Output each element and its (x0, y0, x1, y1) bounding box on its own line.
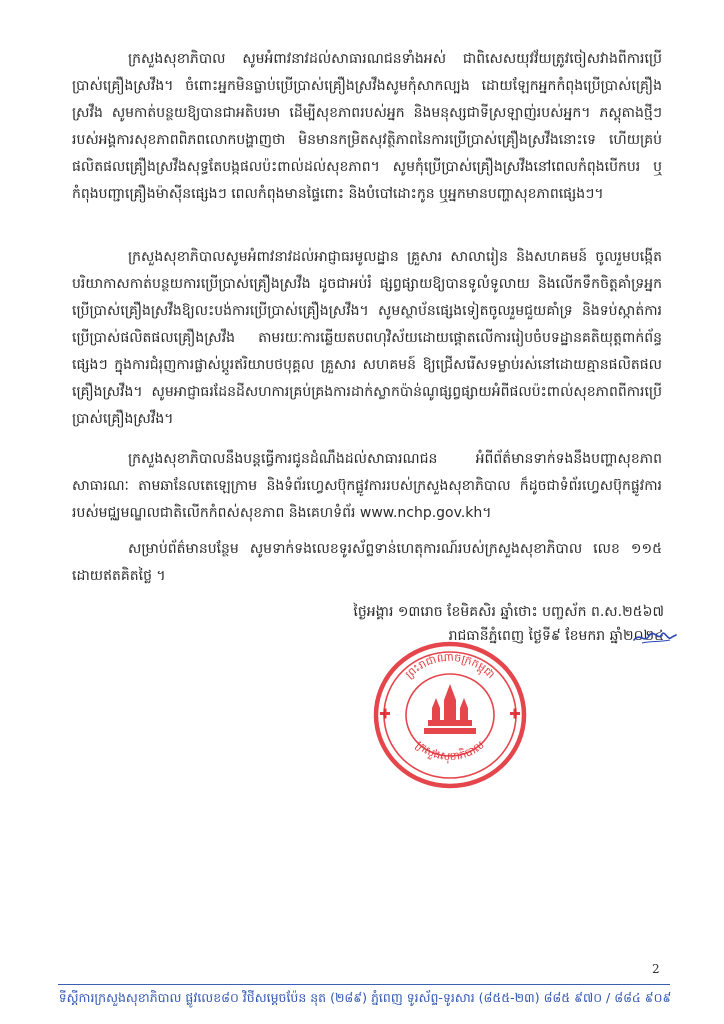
paragraph-authorities-call: ក្រសួងសុខាភិបាលសូមអំពាវនាវដល់អាជ្ញាធរមូលដ្ឋាន គ្រួសារ សាលារៀន និងសហគមន៍ ចូលរួមបង្កើតបរិយាកាសកាត់បន្ថយការប្រើប្រាស់គ្រឿងស្រវឹង ដូចជាអប់រំ ផ្សព្វផ្សាយឱ្យបានទូលំទូលាយ និងលើកទឹកចិត្តគាំទ្រអ្នកប្រើប្រាស់គ្រឿងស្រវឹងឱ្យលះបង់ការប្រើប្រាស់គ្រឿងស្រវឹង។ សូមស្ថាប័នផ្សេងទៀតចូលរួមជួយគាំទ្រ និងទប់ស្កាត់ការប្រើប្រាស់ផលិតផលគ្រឿងស្រវឹង តាមរយៈការឆ្លើយតបពហុវិស័យដោយផ្ដោតលើការរៀបចំបទដ្ឋានគតិយុត្តពាក់ព័ន្ធផ្សេងៗ ក្នុងការជំរុញការផ្លាស់ប្ដូរឥរិយាបថបុគ្គល គ្រួសារ សហគមន៍ ឱ្យជ្រើសរើសទម្លាប់រស់នៅដោយគ្មានផលិតផលគ្រឿងស្រវឹង។ សូមអាជ្ញាធរដែនដីសហការគ្រប់គ្រងការដាក់ស្លាកប៉ាន់ណូផ្សព្វផ្សាយអំពីផលប៉ះពាល់សុខភាពពីការប្រើប្រាស់គ្រឿងស្រវឹង។ (72, 249, 662, 427)
red-cross-icon-left (380, 709, 390, 719)
page-number: 2 (652, 962, 660, 976)
svg-text:ក្រសួងសុខាភិបាល (413, 738, 486, 764)
footer-address: ទីស្ដីការក្រសួងសុខាភិបាល ផ្លូវលេខ៨០ វិថីសម្ដេចប៉ែន នុត (២៨៩) ភ្នំពេញ ទូរស័ព្ទ-ទូរសារ (៨៥៥-២៣) ៨៨៥ ៩៧០ / ៨៨៤ ៩០៩ (58, 990, 672, 1005)
paragraph-avoid-alcohol: ក្រសួងសុខាភិបាល សូមអំពាវនាវដល់សាធារណជនទាំងអស់ ជាពិសេសយុវវ័យត្រូវចៀសវាងពីការប្រើប្រាស់គ្រឿងស្រវឹង។ ចំពោះអ្នកមិនធ្លាប់ប្រើប្រាស់គ្រឿងស្រវឹងសូមកុំសាកល្បង ដោយឡែកអ្នកកំពុងប្រើប្រាស់គ្រឿងស្រវឹង សូមកាត់បន្ថយឱ្យបានជាអតិបរមា ដើម្បីសុខភាពរបស់អ្នក និងមនុស្សជាទីស្រឡាញ់របស់អ្នក។ ភស្តុតាងថ្មីៗរបស់អង្គការសុខភាពពិភពលោកបង្ហាញថា មិនមានកម្រិតសុវត្ថិភាពនៃការប្រើប្រាស់គ្រឿងស្រវឹងនោះទេ ហើយគ្រប់ផលិតផលគ្រឿងស្រវឹងសុទ្ធតែបង្កផលប៉ះពាល់ដល់សុខភាព។ សូមកុំប្រើប្រាស់គ្រឿងស្រវឹងនៅពេលកំពុងបើកបរ ឬកំពុងបញ្ជាគ្រឿងម៉ាស៊ីនផ្សេងៗ ពេលកំពុងមានផ្ទៃពោះ និងបំបៅដោះកូន ឬអ្នកមានបញ្ហាសុខភាពផ្សេងៗ។ (72, 51, 662, 202)
seal-top-text: ព្រះរាជាណាចក្រកម្ពុជា (402, 650, 498, 682)
paragraph-hotline: សម្រាប់ព័ត៌មានបន្ថែម សូមទាក់ទងលេខទូរស័ព្ទទាន់ហេតុការណ៍របស់ក្រសួងសុខាភិបាល លេខ ១១៥ ដោយឥតគិតថ្លៃ ។ (72, 541, 662, 584)
footer-divider (58, 984, 670, 985)
solar-date: រាជធានីភ្នំពេញ ថ្ងៃទី៩ ខែមករា ឆ្នាំ២០២៤ (448, 628, 664, 644)
svg-text:ព្រះរាជាណាចក្រកម្ពុជា (403, 651, 498, 682)
ministry-seal (372, 640, 528, 790)
seal-bottom-text: ក្រសួងសុខាភិបាល (413, 738, 487, 764)
lunar-date: ថ្ងៃអង្គារ ១៣រោច ខែមិគសិរ ឆ្នាំថោះ បញ្ចស័ក ព.ស.២៥៦៧ (353, 604, 664, 620)
angkor-temple-icon (424, 684, 476, 734)
paragraph-information-channels: ក្រសួងសុខាភិបាលនឹងបន្តធ្វើការជូនដំណឹងដល់សាធារណជន អំពីព័ត៌មានទាក់ទងនឹងបញ្ហាសុខភាពសាធារណៈ តាមឆានែលតេឡេក្រាម និងទំព័រហ្វេសប៊ុកផ្លូវការរបស់ក្រសួងសុខាភិបាល ក៏ដូចជាទំព័រហ្វេសប៊ុកផ្លូវការរបស់មជ្ឈមណ្ឌលជាតិលើកកំពស់សុខភាព និងគេហទំព័រ www.nchp.gov.kh។ (72, 451, 662, 521)
handwritten-signature (632, 628, 678, 646)
red-cross-icon-right (510, 709, 520, 719)
